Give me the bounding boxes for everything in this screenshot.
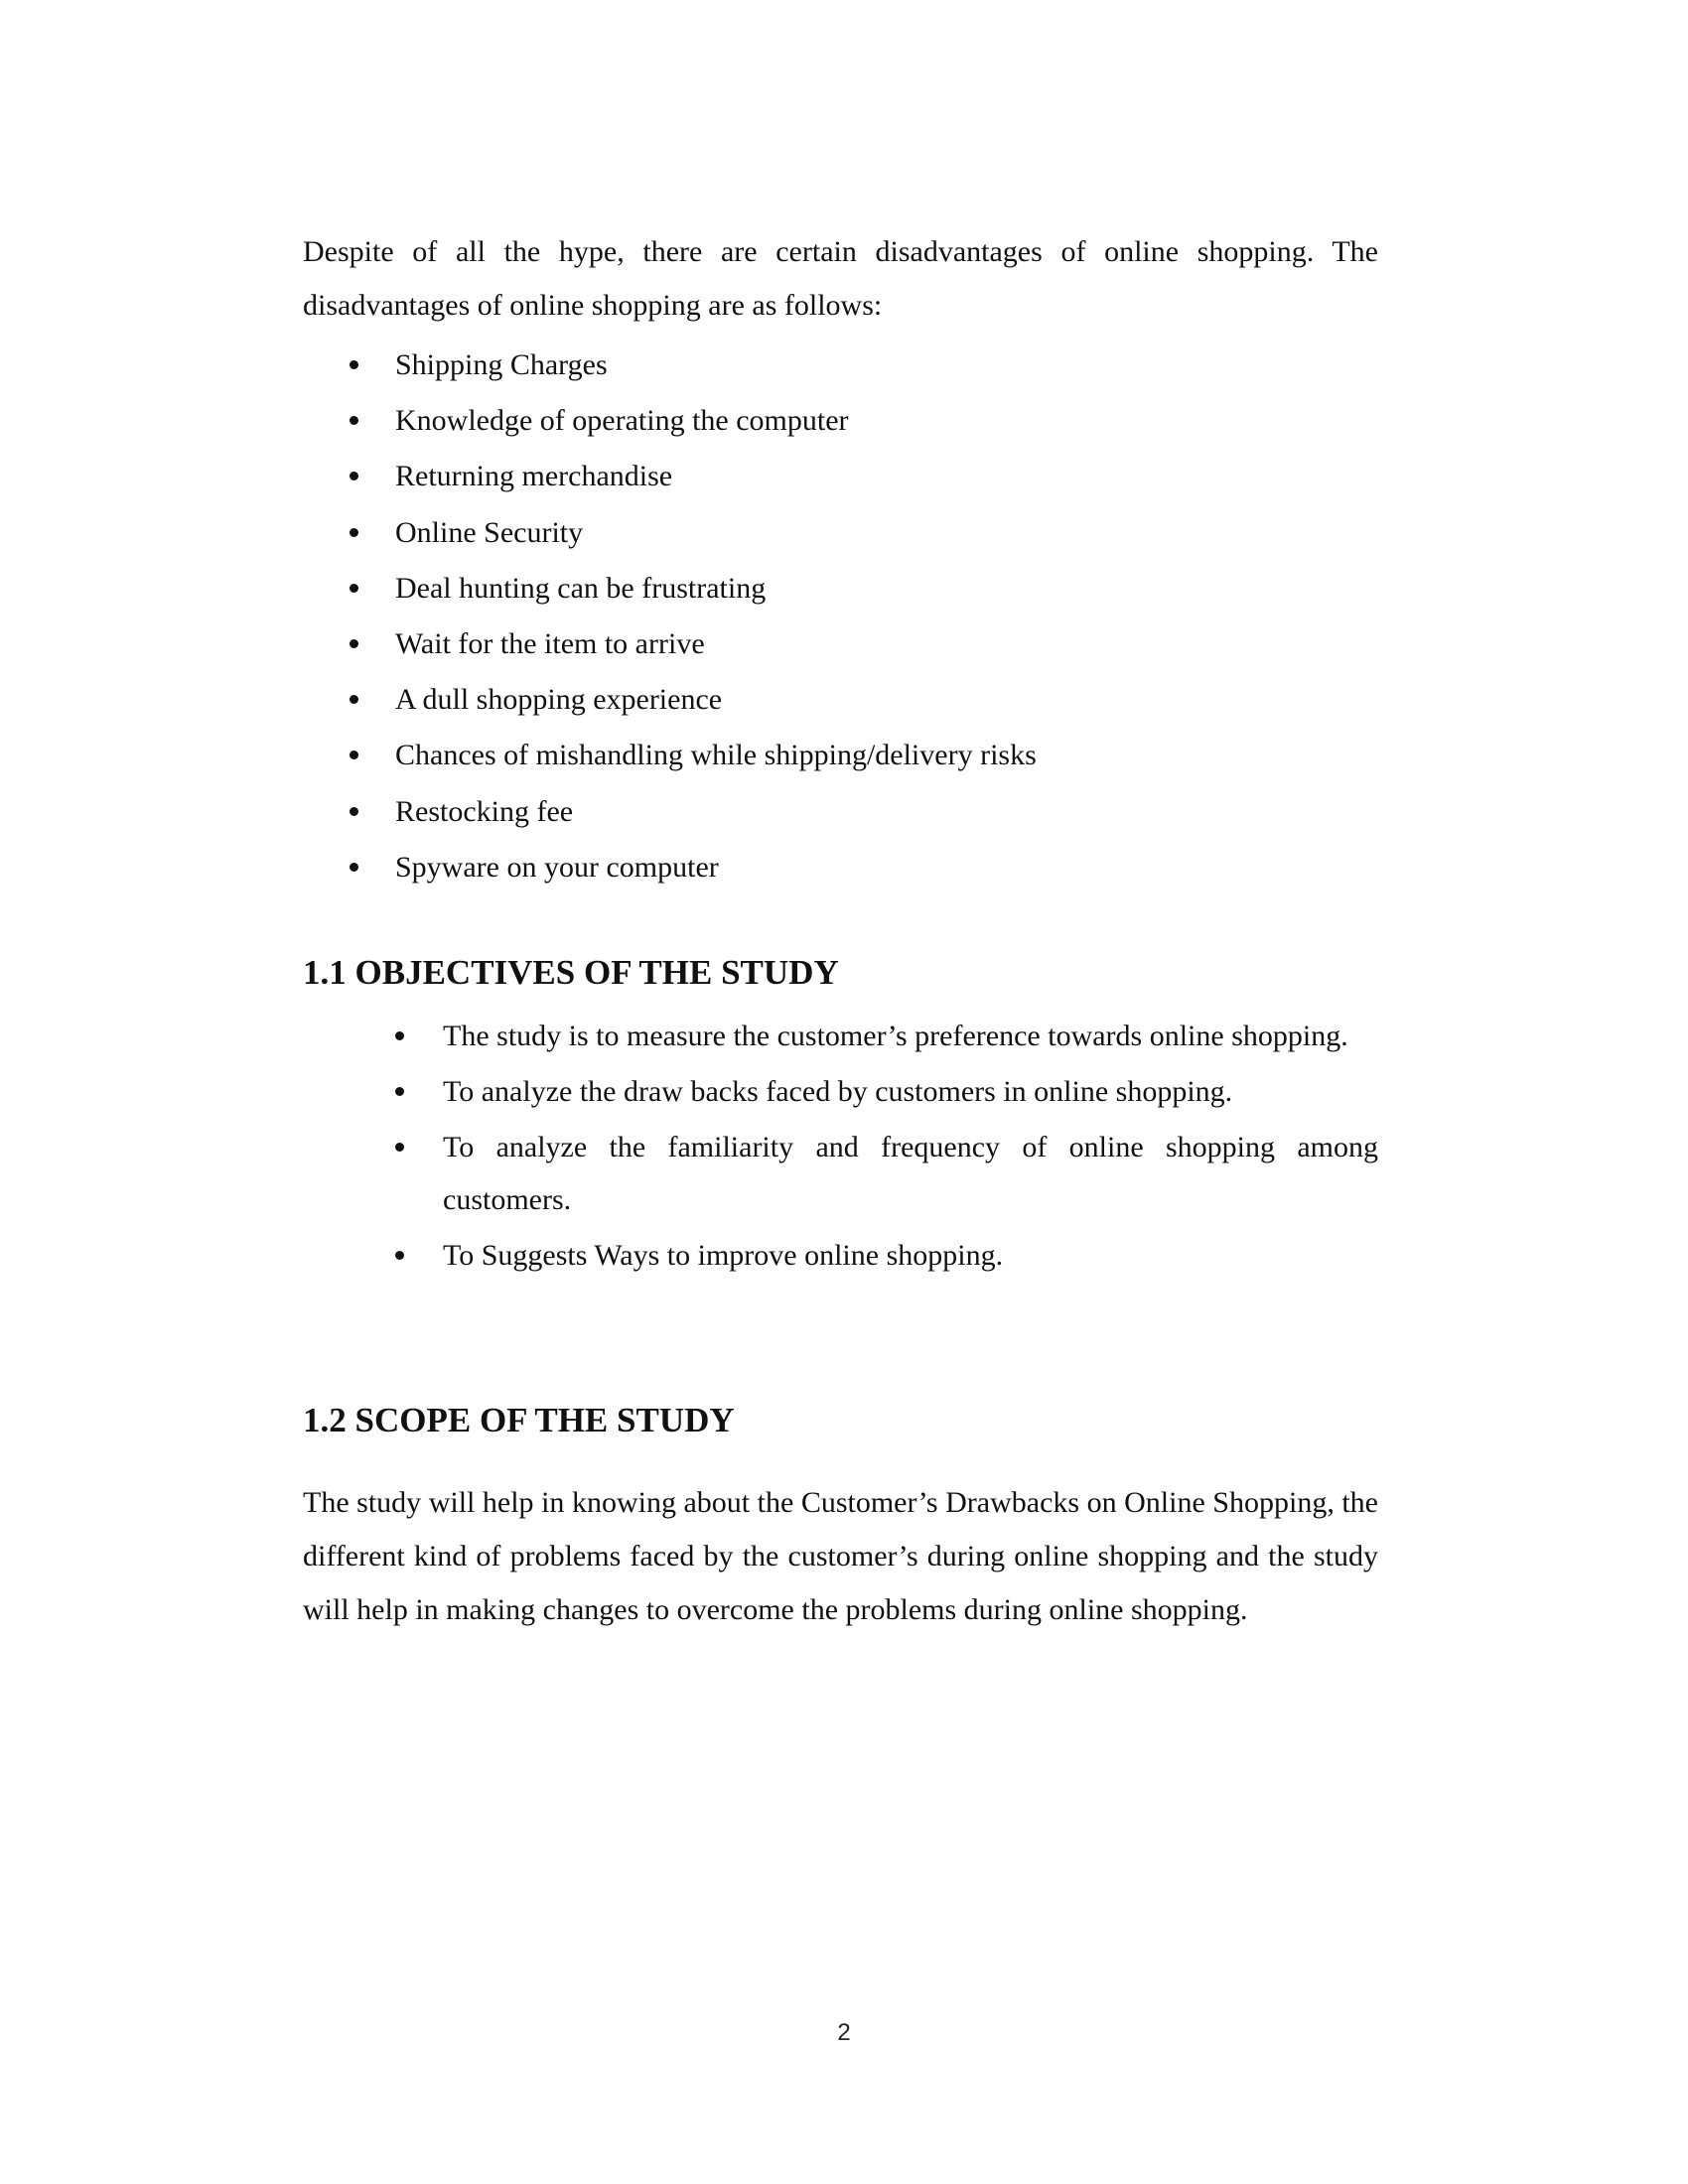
list-item-text: Chances of mishandling while shipping/delivery risks — [395, 739, 1037, 772]
list-item-text: To analyze the draw backs faced by customers in online shopping. — [443, 1075, 1233, 1108]
bullet-icon — [350, 807, 358, 816]
bullet-icon — [350, 584, 358, 593]
list-item — [395, 1229, 1378, 1282]
list-item-text: Online Security — [395, 515, 584, 549]
list-item-text: Spyware on your computer — [395, 850, 719, 884]
objectives-heading: 1.1 OBJECTIVES OF THE STUDY — [303, 953, 839, 992]
bullet-icon — [350, 472, 358, 480]
scope-paragraph: The study will help in knowing about the Customer’s Drawbacks on Online Shopping, the different kind of problems faced by the customer’s during online shopping and the study will help in making changes to overcome the problems during online shopping. — [303, 1486, 1378, 1626]
list-item — [350, 561, 1243, 616]
bullet-icon — [350, 751, 358, 759]
list-item — [350, 728, 1243, 783]
bullet-icon — [350, 360, 358, 369]
list-item-text: Restocking fee — [395, 794, 574, 828]
bullet-icon — [350, 863, 358, 872]
list-item — [350, 672, 1243, 728]
list-item-text: A dull shopping experience — [395, 683, 723, 717]
list-item — [350, 505, 1243, 561]
disadvantages-list — [350, 338, 1243, 895]
list-item — [350, 338, 1243, 393]
list-item — [350, 840, 1243, 895]
bullet-icon — [350, 639, 358, 648]
list-item-text: Returning merchandise — [395, 460, 673, 493]
list-item — [350, 616, 1243, 672]
bullet-icon — [395, 1087, 404, 1096]
page-number: 2 — [837, 2019, 851, 2046]
list-item — [395, 1010, 1378, 1062]
list-item — [395, 1065, 1378, 1118]
list-item — [350, 393, 1243, 449]
list-item-text: Deal hunting can be frustrating — [395, 571, 767, 605]
list-item-text: Knowledge of operating the computer — [395, 404, 849, 438]
objectives-list — [395, 1010, 1378, 1285]
list-item — [350, 449, 1243, 504]
scope-heading: 1.2 SCOPE OF THE STUDY — [303, 1401, 735, 1439]
list-item-text: Shipping Charges — [395, 348, 608, 381]
bullet-icon — [350, 695, 358, 704]
list-item — [350, 784, 1243, 840]
list-item-text: To analyze the familiarity and frequency of online shopping among customers. — [443, 1131, 1378, 1216]
bullet-icon — [395, 1143, 404, 1152]
bullet-icon — [395, 1251, 404, 1260]
list-item-text: Wait for the item to arrive — [395, 626, 705, 660]
list-item — [395, 1121, 1378, 1226]
intro-paragraph: Despite of all the hype, there are certain disadvantages of online shopping. The disadvantages of online shopping are as follows: — [303, 235, 1378, 322]
list-item-text: To Suggests Ways to improve online shopping. — [443, 1239, 1004, 1272]
list-item-text: The study is to measure the customer’s preference towards online shopping. — [443, 1020, 1348, 1052]
bullet-icon — [395, 1031, 404, 1040]
bullet-icon — [350, 416, 358, 425]
bullet-icon — [350, 528, 358, 537]
